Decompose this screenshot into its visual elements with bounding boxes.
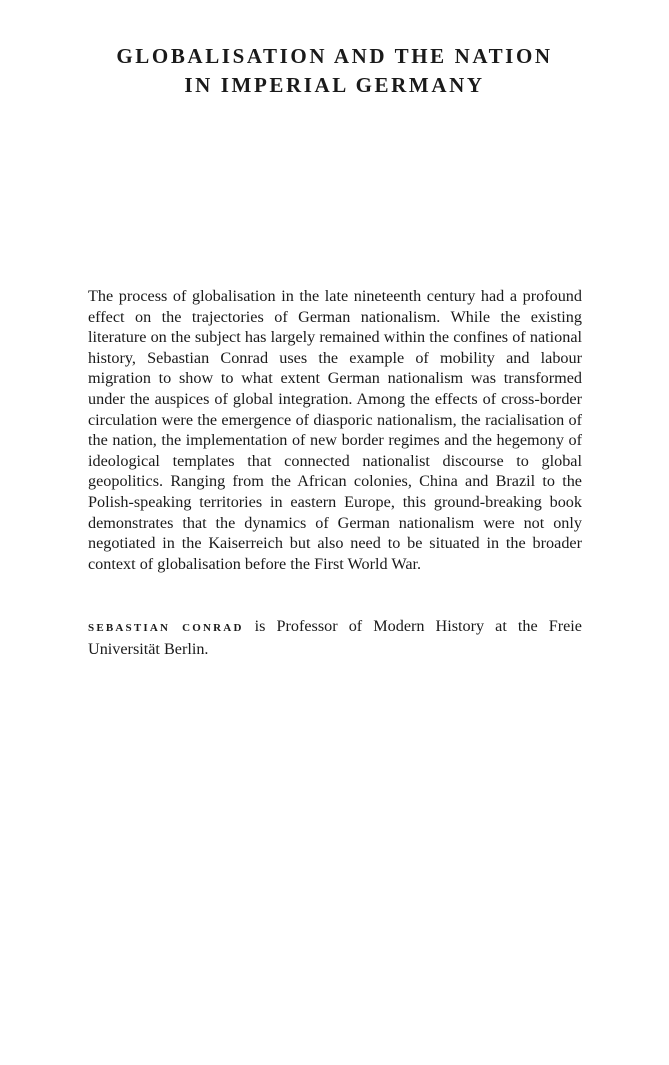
book-title-line-2: IN IMPERIAL GERMANY (184, 73, 485, 97)
book-title-line-1: GLOBALISATION AND THE NATION (116, 44, 553, 68)
author-bio (88, 616, 582, 659)
author-bio-text: is Professor of Modern History at the Freie Universität Berlin. (88, 617, 582, 658)
book-description: The process of globalisation in the late nineteenth century had a profound effect on the trajectories of German nationalism. While the existing literature on the subject has largely remained within the confines of national history, Sebastian Conrad uses the example of mobility and labour migration to show to what extent German nationalism was transformed under the auspices of global integration. Among the effects of cross-border circulation were the emergence of diasporic nationalism, the racialisation of the nation, the implementation of new border regimes and the hegemony of ideological templates that connected nationalist discourse to global geopolitics. Ranging from the African colonies, China and Brazil to the Polish-speaking territories in eastern Europe, this ground-breaking book demonstrates that the dynamics of German nationalism were not only negotiated in the Kaiserreich but also need to be situated in the broader context of globalisation before the First World War. (88, 287, 582, 573)
book-title (0, 42, 669, 100)
author-name: SEBASTIAN CONRAD (88, 622, 244, 634)
